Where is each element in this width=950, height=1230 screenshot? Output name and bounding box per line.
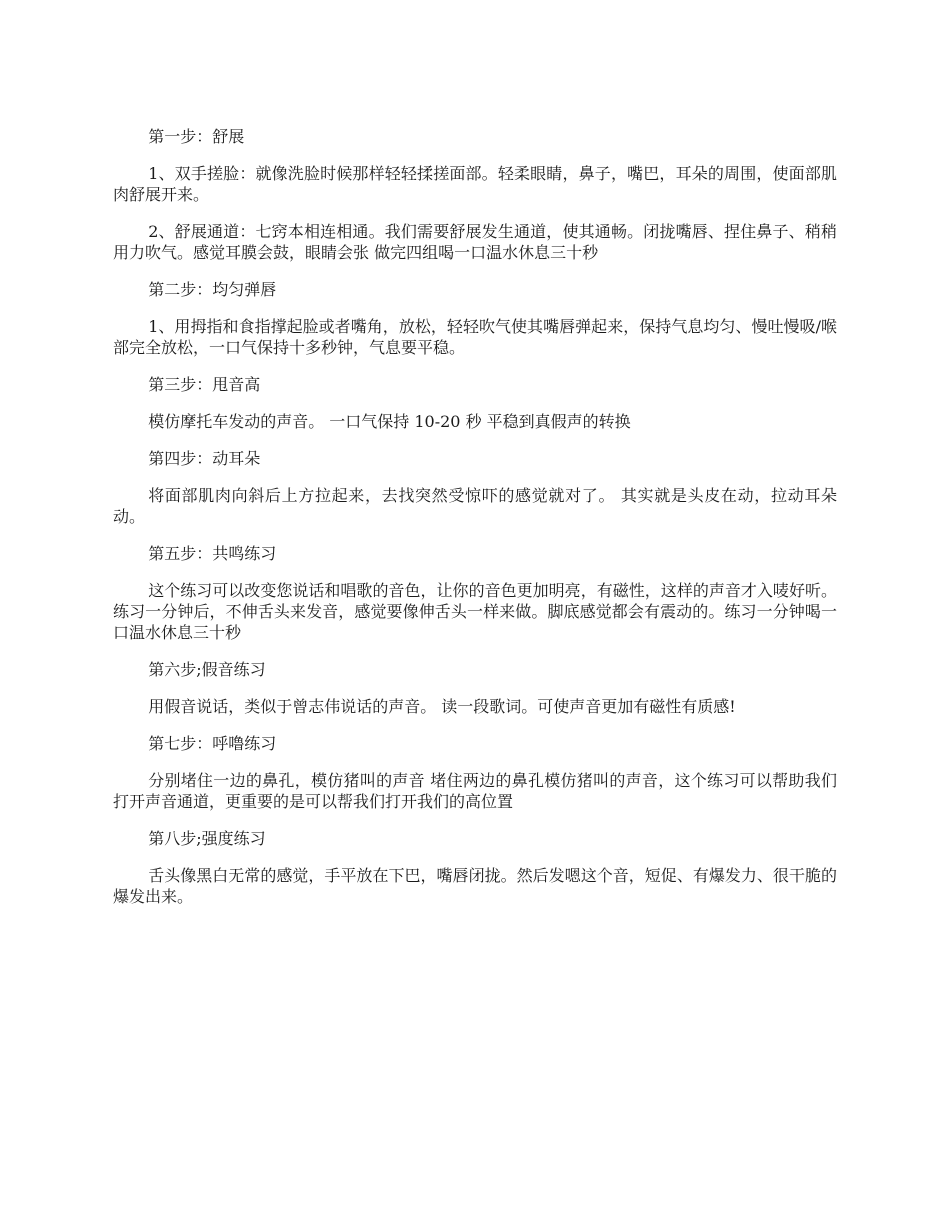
paragraph: 1、双手搓脸：就像洗脸时候那样轻轻揉搓面部。轻柔眼睛，鼻子，嘴巴，耳朵的周围，使面部肌肉舒展开来。 <box>113 164 837 204</box>
step-heading: 第四步：动耳朵 <box>148 449 261 468</box>
step-heading: 第六步;假音练习 <box>148 660 266 679</box>
paragraph: 分别堵住一边的鼻孔，模仿猪叫的声音 堵住两边的鼻孔模仿猪叫的声音，这个练习可以帮助我们打开声音通道，更重要的是可以帮我们打开我们的高位置 <box>113 771 837 811</box>
step-heading: 第二步：均匀弹唇 <box>148 280 277 299</box>
paragraph: 2、舒展通道：七窍本相连相通。我们需要舒展发生通道，使其通畅。闭拢嘴唇、捏住鼻子、稍稍用力吹气。感觉耳膜会鼓，眼睛会张 做完四组喝一口温水休息三十秒 <box>113 222 837 262</box>
step-heading: 第一步：舒展 <box>148 127 245 146</box>
paragraph: 将面部肌肉向斜后上方拉起来，去找突然受惊吓的感觉就对了。 其实就是头皮在动，拉动耳朵动。 <box>113 486 837 526</box>
step-heading: 第三步：甩音高 <box>148 375 261 394</box>
paragraph: 用假音说话，类似于曾志伟说话的声音。 读一段歌词。可使声音更加有磁性有质感! <box>148 697 736 716</box>
step-heading: 第五步：共鸣练习 <box>148 544 277 563</box>
document-body <box>113 126 837 923</box>
paragraph: 舌头像黑白无常的感觉，手平放在下巴，嘴唇闭拢。然后发嗯这个音，短促、有爆发力、很干脆的爆发出来。 <box>113 866 837 906</box>
step-heading: 第八步;强度练习 <box>148 829 266 848</box>
paragraph: 这个练习可以改变您说话和唱歌的音色，让你的音色更加明亮，有磁性，这样的声音才入唛好听。练习一分钟后，不伸舌头来发音，感觉要像伸舌头一样来做。脚底感觉都会有震动的。练习一分钟喝一口温水休息三十秒 <box>113 581 837 642</box>
paragraph: 模仿摩托车发动的声音。 一口气保持 10-20 秒 平稳到真假声的转换 <box>148 412 631 431</box>
paragraph: 1、用拇指和食指撑起脸或者嘴角，放松，轻轻吹气使其嘴唇弹起来，保持气息均匀、慢吐慢吸/喉部完全放松，一口气保持十多秒钟，气息要平稳。 <box>113 317 837 357</box>
step-heading: 第七步：呼噜练习 <box>148 734 277 753</box>
